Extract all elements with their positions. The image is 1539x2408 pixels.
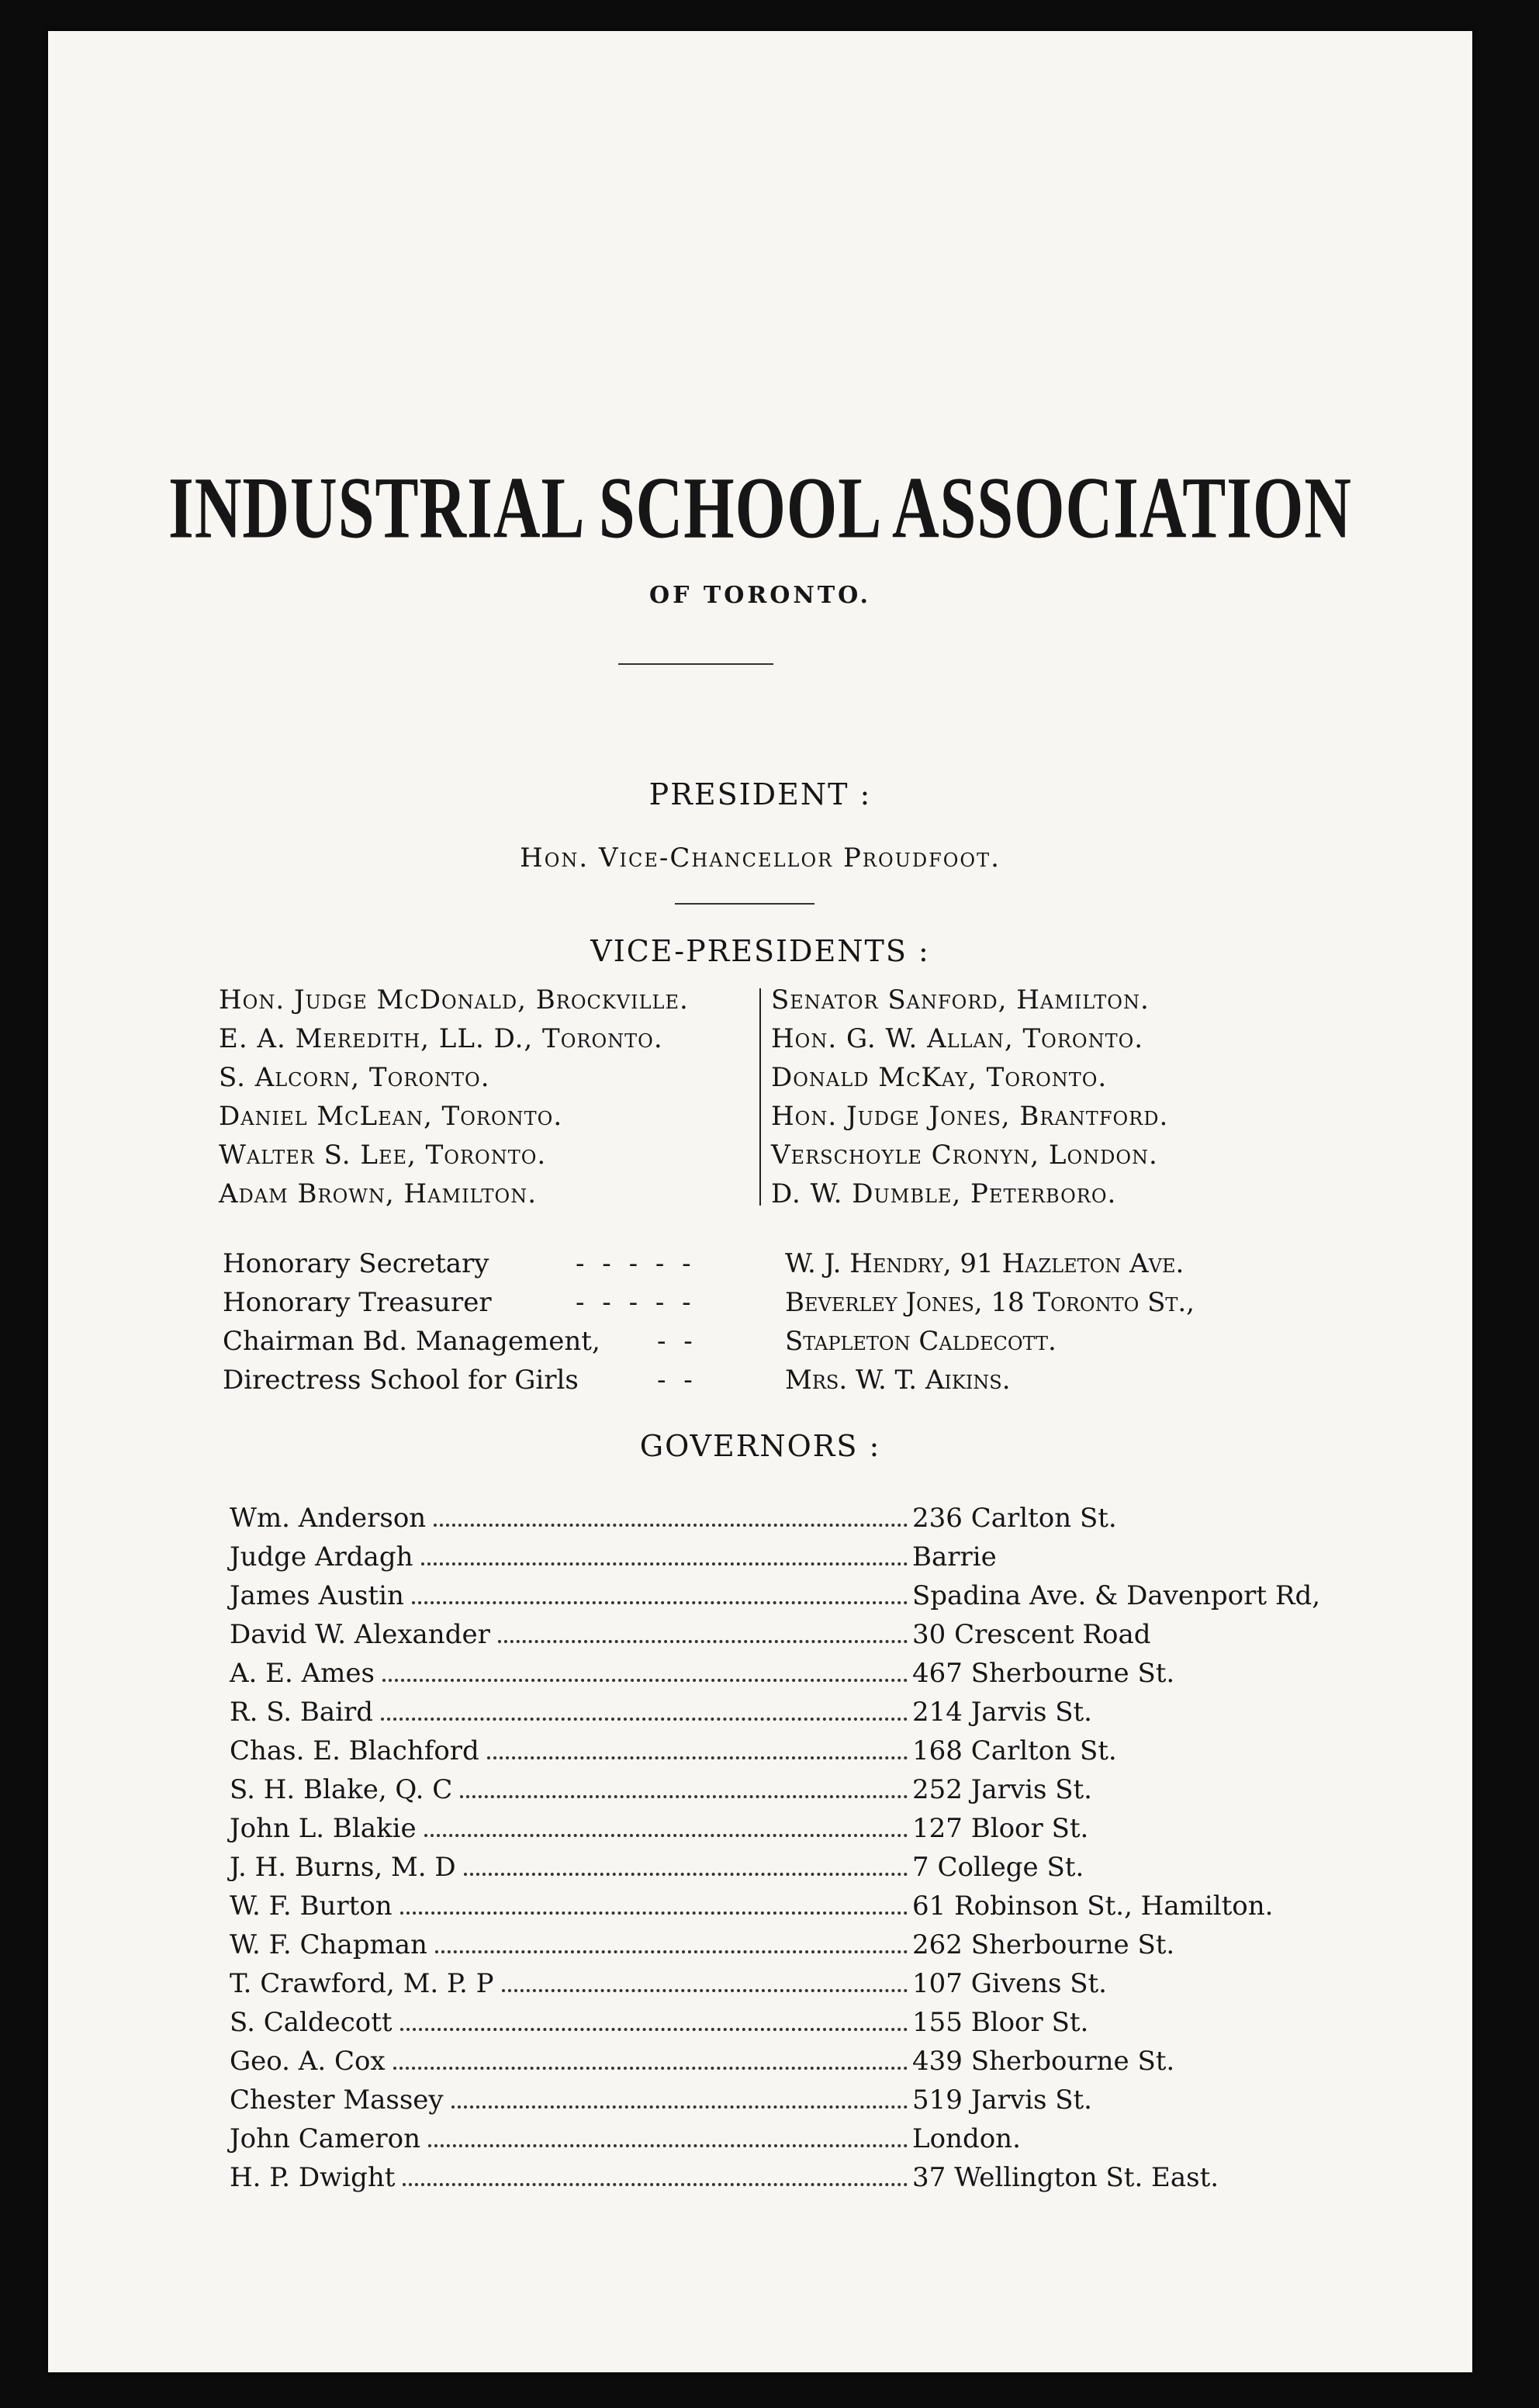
vice-president-entry: Senator Sanford, Hamilton. xyxy=(771,984,1150,1015)
governor-address: Spadina Ave. & Davenport Rd, xyxy=(912,1580,1321,1611)
dot-leader xyxy=(393,2042,908,2081)
governor-name: S. Caldecott xyxy=(230,2007,393,2038)
president-heading: PRESIDENT : xyxy=(648,777,872,811)
dot-leader xyxy=(502,1964,908,2003)
governor-address: 252 Jarvis St. xyxy=(912,1774,1092,1805)
governor-row xyxy=(230,1732,1393,1770)
governor-row xyxy=(230,1925,1393,1964)
governors-heading: GOVERNORS : xyxy=(639,1429,881,1463)
governor-name: A. E. Ames xyxy=(230,1658,375,1689)
officer-role: Honorary Secretary xyxy=(223,1248,489,1279)
governor-name: Chester Massey xyxy=(230,2085,444,2116)
dot-leader xyxy=(434,1499,908,1538)
officer-name: Stapleton Caldecott. xyxy=(785,1326,1057,1357)
dot-leader xyxy=(498,1615,908,1654)
officer-name: W. J. Hendry, 91 Hazleton Ave. xyxy=(785,1248,1185,1279)
governor-address: 439 Sherbourne St. xyxy=(912,2046,1175,2077)
dot-leader xyxy=(400,2003,908,2042)
governor-name: T. Crawford, M. P. P xyxy=(230,1968,494,1999)
governor-address: Barrie xyxy=(912,1541,997,1572)
officer-role: Honorary Treasurer xyxy=(223,1287,492,1318)
governor-row xyxy=(230,1809,1393,1848)
governor-name: R. S. Baird xyxy=(230,1697,374,1728)
vice-president-entry: Adam Brown, Hamilton. xyxy=(219,1178,538,1209)
governor-address: 30 Crescent Road xyxy=(912,1619,1151,1650)
governor-name: W. F. Chapman xyxy=(230,1929,427,1960)
document-page xyxy=(48,31,1472,2372)
vice-presidents-column-divider xyxy=(759,988,761,1206)
officer-leader: - - - - - xyxy=(576,1287,696,1318)
governor-row xyxy=(230,1654,1393,1693)
dot-leader xyxy=(435,1925,908,1964)
governor-address: 519 Jarvis St. xyxy=(912,2085,1092,2116)
governor-address: 107 Givens St. xyxy=(912,1968,1107,1999)
officer-role: Directress School for Girls xyxy=(223,1365,579,1396)
governors-list xyxy=(230,1499,1393,2197)
president-name: Hon. Vice-Chancellor Proudfoot. xyxy=(520,842,1001,874)
dot-leader xyxy=(451,2081,908,2119)
dot-leader xyxy=(464,1848,908,1887)
vice-president-entry: Hon. Judge McDonald, Brockville. xyxy=(219,984,689,1015)
governor-address: 236 Carlton St. xyxy=(912,1503,1117,1534)
governor-name: J. H. Burns, M. D xyxy=(230,1852,456,1883)
governor-name: W. F. Burton xyxy=(230,1891,393,1922)
president-divider xyxy=(675,903,814,905)
officer-name: Beverley Jones, 18 Toronto St., xyxy=(785,1287,1195,1318)
governor-row xyxy=(230,1538,1393,1576)
page-title: INDUSTRIAL SCHOOL ASSOCIATION xyxy=(168,459,1352,558)
governor-row xyxy=(230,2158,1393,2197)
governor-address: 37 Wellington St. East. xyxy=(912,2162,1219,2193)
governor-name: John L. Blakie xyxy=(230,1813,417,1844)
dot-leader xyxy=(403,2158,908,2197)
title-divider xyxy=(618,663,773,665)
vice-president-entry: Walter S. Lee, Toronto. xyxy=(219,1140,547,1171)
governor-row xyxy=(230,1848,1393,1887)
governor-name: S. H. Blake, Q. C xyxy=(230,1774,453,1805)
governor-address: 262 Sherbourne St. xyxy=(912,1929,1175,1960)
governor-name: Judge Ardagh xyxy=(230,1541,413,1572)
dot-leader xyxy=(400,1887,908,1925)
governor-row xyxy=(230,1887,1393,1925)
page-subtitle: OF TORONTO. xyxy=(649,582,871,609)
governor-address: 7 College St. xyxy=(912,1852,1084,1883)
governor-row xyxy=(230,1964,1393,2003)
governor-name: Geo. A. Cox xyxy=(230,2046,386,2077)
officer-role: Chairman Bd. Management, xyxy=(223,1326,600,1357)
vice-president-entry: Donald McKay, Toronto. xyxy=(771,1062,1108,1093)
governor-address: 214 Jarvis St. xyxy=(912,1697,1092,1728)
dot-leader xyxy=(487,1732,908,1770)
governor-row xyxy=(230,2081,1393,2119)
governor-address: 467 Sherbourne St. xyxy=(912,1658,1175,1689)
governor-name: David W. Alexander xyxy=(230,1619,490,1650)
vice-presidents-left-column xyxy=(219,981,689,1213)
dot-leader xyxy=(428,2119,908,2158)
governor-row xyxy=(230,1576,1393,1615)
vice-presidents-right-column xyxy=(771,981,1168,1213)
dot-leader xyxy=(460,1770,908,1809)
governor-row xyxy=(230,1693,1393,1732)
governor-name: H. P. Dwight xyxy=(230,2162,396,2193)
officer-leader: - - - - - xyxy=(576,1248,696,1279)
dot-leader xyxy=(382,1654,908,1693)
officer-leader: - - xyxy=(657,1326,697,1357)
dot-leader xyxy=(381,1693,908,1732)
vice-president-entry: Hon. Judge Jones, Brantford. xyxy=(771,1101,1169,1132)
vice-president-entry: E. A. Meredith, LL. D., Toronto. xyxy=(219,1023,663,1054)
governor-name: Wm. Anderson xyxy=(230,1503,427,1534)
governor-address: 61 Robinson St., Hamilton. xyxy=(912,1891,1274,1922)
officer-leader: - - xyxy=(657,1365,697,1396)
governor-name: John Cameron xyxy=(230,2123,420,2154)
governor-row xyxy=(230,1770,1393,1809)
governor-address: 168 Carlton St. xyxy=(912,1735,1117,1766)
governor-row xyxy=(230,1615,1393,1654)
governor-address: 127 Bloor St. xyxy=(912,1813,1089,1844)
dot-leader xyxy=(421,1538,908,1576)
governor-name: James Austin xyxy=(230,1580,404,1611)
vice-president-entry: Verschoyle Cronyn, London. xyxy=(771,1140,1158,1171)
dot-leader xyxy=(412,1576,908,1615)
vice-president-entry: Daniel McLean, Toronto. xyxy=(219,1101,563,1132)
officer-name: Mrs. W. T. Aikins. xyxy=(785,1365,1011,1396)
dot-leader xyxy=(424,1809,908,1848)
vice-president-entry: D. W. Dumble, Peterboro. xyxy=(771,1178,1117,1209)
governor-row xyxy=(230,1499,1393,1538)
governor-row xyxy=(230,2119,1393,2158)
vice-president-entry: Hon. G. W. Allan, Toronto. xyxy=(771,1023,1144,1054)
governor-address: London. xyxy=(912,2123,1021,2154)
governor-row xyxy=(230,2042,1393,2081)
governor-row xyxy=(230,2003,1393,2042)
governor-name: Chas. E. Blachford xyxy=(230,1735,479,1766)
vice-president-entry: S. Alcorn, Toronto. xyxy=(219,1062,490,1093)
vice-presidents-heading: VICE-PRESIDENTS : xyxy=(590,934,930,968)
governor-address: 155 Bloor St. xyxy=(912,2007,1089,2038)
